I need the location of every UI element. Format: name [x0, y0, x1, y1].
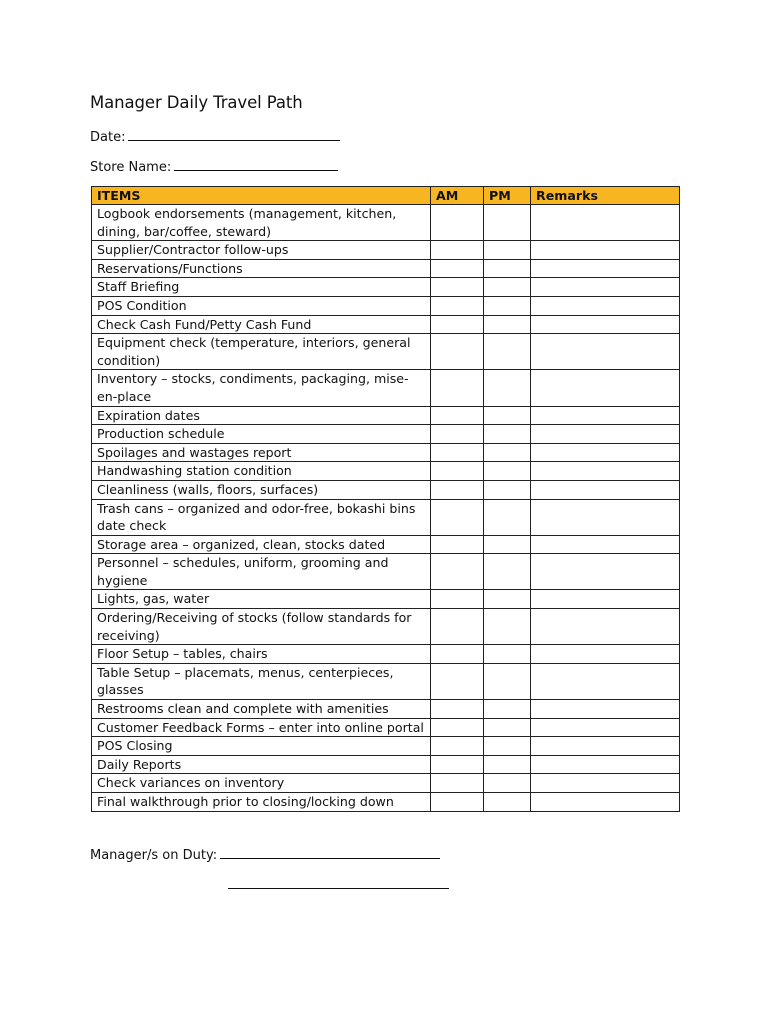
am-cell[interactable] [431, 590, 484, 609]
table-row [92, 443, 680, 462]
am-cell[interactable] [431, 334, 484, 370]
item-cell: Customer Feedback Forms – enter into online portal [92, 718, 431, 737]
remarks-cell[interactable] [531, 718, 680, 737]
am-cell[interactable] [431, 425, 484, 444]
item-cell: Restrooms clean and complete with amenities [92, 700, 431, 719]
am-cell[interactable] [431, 737, 484, 756]
remarks-cell[interactable] [531, 315, 680, 334]
item-cell: Ordering/Receiving of stocks (follow standards for receiving) [92, 609, 431, 645]
am-cell[interactable] [431, 700, 484, 719]
remarks-cell[interactable] [531, 645, 680, 664]
table-row [92, 554, 680, 590]
am-cell[interactable] [431, 259, 484, 278]
table-row [92, 296, 680, 315]
pm-cell[interactable] [484, 296, 531, 315]
pm-cell[interactable] [484, 278, 531, 297]
item-cell: Daily Reports [92, 755, 431, 774]
item-cell: Staff Briefing [92, 278, 431, 297]
table-row [92, 315, 680, 334]
manager-on-duty-label: Manager/s on Duty: [90, 848, 218, 863]
am-cell[interactable] [431, 499, 484, 535]
remarks-cell[interactable] [531, 793, 680, 812]
pm-cell[interactable] [484, 645, 531, 664]
am-cell[interactable] [431, 718, 484, 737]
pm-cell[interactable] [484, 700, 531, 719]
date-blank-line[interactable] [128, 127, 340, 141]
pm-cell[interactable] [484, 425, 531, 444]
item-cell: Table Setup – placemats, menus, centerpieces, glasses [92, 663, 431, 699]
am-cell[interactable] [431, 443, 484, 462]
table-row [92, 718, 680, 737]
am-cell[interactable] [431, 645, 484, 664]
table-row [92, 406, 680, 425]
table-row [92, 425, 680, 444]
pm-cell[interactable] [484, 315, 531, 334]
item-cell: Cleanliness (walls, floors, surfaces) [92, 480, 431, 499]
pm-cell[interactable] [484, 259, 531, 278]
am-cell[interactable] [431, 278, 484, 297]
remarks-cell[interactable] [531, 296, 680, 315]
item-cell: Equipment check (temperature, interiors, general condition) [92, 334, 431, 370]
am-cell[interactable] [431, 462, 484, 481]
remarks-cell[interactable] [531, 499, 680, 535]
checklist-table [91, 186, 680, 812]
table-row [92, 535, 680, 554]
remarks-cell[interactable] [531, 737, 680, 756]
item-cell: Logbook endorsements (management, kitchen, dining, bar/coffee, steward) [92, 205, 431, 241]
table-row [92, 700, 680, 719]
remarks-cell[interactable] [531, 443, 680, 462]
pm-cell[interactable] [484, 737, 531, 756]
table-row [92, 370, 680, 406]
remarks-cell[interactable] [531, 406, 680, 425]
manager-on-duty-field [90, 845, 440, 863]
page-title: Manager Daily Travel Path [90, 93, 303, 112]
remarks-cell[interactable] [531, 609, 680, 645]
store-name-blank-line[interactable] [174, 157, 338, 171]
table-row [92, 663, 680, 699]
header-am: AM [431, 187, 484, 205]
item-cell: POS Condition [92, 296, 431, 315]
pm-cell[interactable] [484, 755, 531, 774]
store-name-label: Store Name: [90, 160, 172, 175]
am-cell[interactable] [431, 774, 484, 793]
table-row [92, 609, 680, 645]
pm-cell[interactable] [484, 406, 531, 425]
store-name-field [90, 157, 338, 175]
pm-cell[interactable] [484, 205, 531, 241]
am-cell[interactable] [431, 480, 484, 499]
table-row [92, 499, 680, 535]
item-cell: Expiration dates [92, 406, 431, 425]
pm-cell[interactable] [484, 499, 531, 535]
am-cell[interactable] [431, 296, 484, 315]
remarks-cell[interactable] [531, 462, 680, 481]
item-cell: Production schedule [92, 425, 431, 444]
pm-cell[interactable] [484, 609, 531, 645]
remarks-cell[interactable] [531, 241, 680, 260]
item-cell: Trash cans – organized and odor-free, bokashi bins date check [92, 499, 431, 535]
pm-cell[interactable] [484, 590, 531, 609]
pm-cell[interactable] [484, 480, 531, 499]
table-row [92, 259, 680, 278]
item-cell: Floor Setup – tables, chairs [92, 645, 431, 664]
table-body [92, 205, 680, 812]
table-row [92, 462, 680, 481]
remarks-cell[interactable] [531, 480, 680, 499]
item-cell: Spoilages and wastages report [92, 443, 431, 462]
am-cell[interactable] [431, 793, 484, 812]
pm-cell[interactable] [484, 443, 531, 462]
table-row [92, 755, 680, 774]
manager-signature-line-2[interactable] [228, 876, 449, 889]
am-cell[interactable] [431, 535, 484, 554]
remarks-cell[interactable] [531, 278, 680, 297]
table-header-row [92, 187, 680, 205]
remarks-cell[interactable] [531, 700, 680, 719]
header-pm: PM [484, 187, 531, 205]
remarks-cell[interactable] [531, 535, 680, 554]
pm-cell[interactable] [484, 718, 531, 737]
item-cell: Check variances on inventory [92, 774, 431, 793]
remarks-cell[interactable] [531, 774, 680, 793]
remarks-cell[interactable] [531, 663, 680, 699]
pm-cell[interactable] [484, 554, 531, 590]
remarks-cell[interactable] [531, 205, 680, 241]
pm-cell[interactable] [484, 462, 531, 481]
table-row [92, 278, 680, 297]
remarks-cell[interactable] [531, 554, 680, 590]
table-row [92, 774, 680, 793]
pm-cell[interactable] [484, 774, 531, 793]
am-cell[interactable] [431, 406, 484, 425]
am-cell[interactable] [431, 755, 484, 774]
item-cell: Final walkthrough prior to closing/locking down [92, 793, 431, 812]
remarks-cell[interactable] [531, 755, 680, 774]
item-cell: Supplier/Contractor follow-ups [92, 241, 431, 260]
item-cell: Reservations/Functions [92, 259, 431, 278]
header-items: ITEMS [92, 187, 431, 205]
pm-cell[interactable] [484, 370, 531, 406]
pm-cell[interactable] [484, 241, 531, 260]
item-cell: POS Closing [92, 737, 431, 756]
item-cell: Check Cash Fund/Petty Cash Fund [92, 315, 431, 334]
item-cell: Handwashing station condition [92, 462, 431, 481]
am-cell[interactable] [431, 205, 484, 241]
date-label: Date: [90, 130, 126, 145]
table-row [92, 334, 680, 370]
item-cell: Inventory – stocks, condiments, packaging, mise-en-place [92, 370, 431, 406]
remarks-cell[interactable] [531, 370, 680, 406]
pm-cell[interactable] [484, 793, 531, 812]
am-cell[interactable] [431, 370, 484, 406]
pm-cell[interactable] [484, 535, 531, 554]
table-row [92, 241, 680, 260]
am-cell[interactable] [431, 609, 484, 645]
remarks-cell[interactable] [531, 259, 680, 278]
am-cell[interactable] [431, 315, 484, 334]
remarks-cell[interactable] [531, 334, 680, 370]
table-row [92, 737, 680, 756]
item-cell: Lights, gas, water [92, 590, 431, 609]
header-remarks: Remarks [531, 187, 680, 205]
table-row [92, 590, 680, 609]
remarks-cell[interactable] [531, 425, 680, 444]
pm-cell[interactable] [484, 663, 531, 699]
am-cell[interactable] [431, 663, 484, 699]
am-cell[interactable] [431, 554, 484, 590]
table-row [92, 205, 680, 241]
remarks-cell[interactable] [531, 590, 680, 609]
item-cell: Storage area – organized, clean, stocks dated [92, 535, 431, 554]
date-field [90, 127, 340, 145]
pm-cell[interactable] [484, 334, 531, 370]
am-cell[interactable] [431, 241, 484, 260]
table-row [92, 645, 680, 664]
item-cell: Personnel – schedules, uniform, grooming and hygiene [92, 554, 431, 590]
manager-signature-line-1[interactable] [220, 845, 440, 859]
table-row [92, 480, 680, 499]
table-row [92, 793, 680, 812]
